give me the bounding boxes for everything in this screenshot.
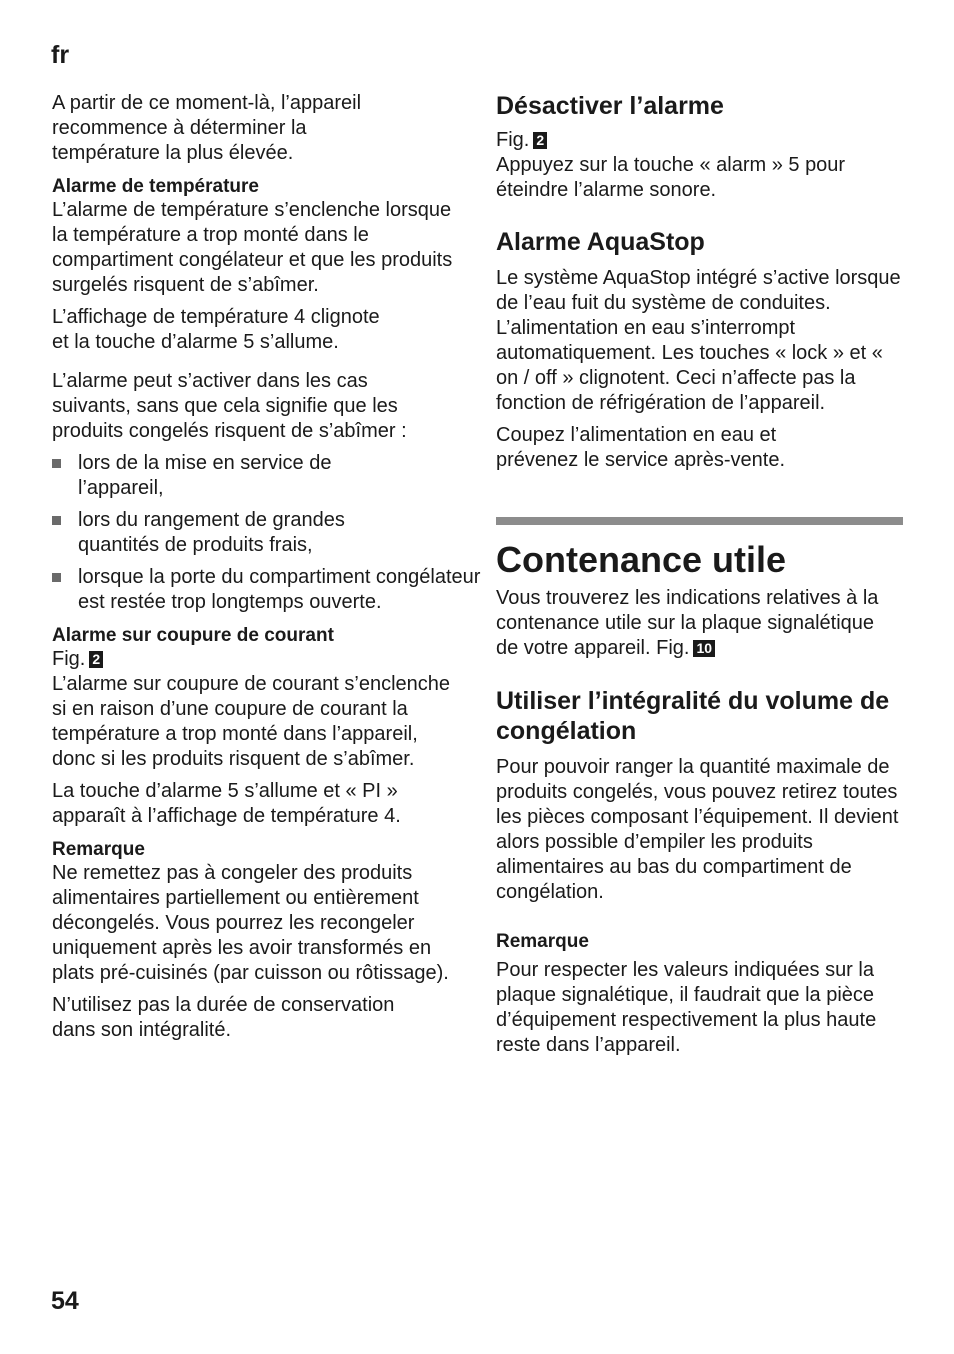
bullet-square-icon	[52, 459, 61, 468]
list-item-text: lors du rangement de grandes quantités de produits frais,	[78, 509, 345, 556]
page-number: 54	[51, 1287, 79, 1315]
temperature-alarm-heading: Alarme de température	[52, 176, 259, 197]
list-item-text: lorsque la porte du compartiment congélateur est restée trop longtemps ouverte.	[78, 566, 481, 613]
section-divider	[496, 517, 903, 525]
list-item-text: lors de la mise en service de l’appareil,	[78, 452, 332, 499]
bullet-square-icon	[52, 516, 61, 525]
power-alarm-paragraph: L’alarme sur coupure de courant s’enclenche si en raison d’une coupure de courant la température a trop monté dans l’appareil, donc si les produits risquent de s’abîmer.	[52, 673, 451, 770]
capacity-text: Vous trouverez les indications relatives à la contenance utile sur la plaque signalétique de votre appareil. Fig.	[496, 587, 879, 659]
full-volume-heading: Utiliser l’intégralité du volume de congélation	[496, 687, 890, 745]
alarm-cases-paragraph: L’alarme peut s’activer dans les cas suivants, sans que cela signifie que les produits congelés risquent de s’abîmer :	[52, 370, 407, 442]
alarm-cases-list	[52, 451, 481, 615]
figure-number-badge: 10	[693, 640, 715, 657]
capacity-heading: Contenance utile	[496, 539, 787, 580]
deactivate-fig-ref	[496, 128, 906, 153]
aquastop-paragraph: Le système AquaStop intégré s’active lorsque de l’eau fuit du système de conduites. L’alimentation en eau s’interrompt automatiquement. Les touches « lock » et « on / off » clignotent. Ceci n’affecte pas la fonction de réfrigération de l’appareil.	[496, 267, 901, 414]
capacity-paragraph	[496, 586, 896, 661]
full-volume-paragraph: Pour pouvoir ranger la quantité maximale de produits congelés, vous pouvez retirez toutes les pièces composant l’équipement. Il devient alors possible d’empiler les produits alimentaires au bas du compartiment de congélation.	[496, 756, 899, 903]
temperature-alarm-paragraph: L’alarme de température s’enclenche lorsque la température a trop monté dans le compartiment congélateur et que les produits surgelés risquent de s’abîmer.	[52, 199, 453, 296]
fig-label: Fig.	[496, 129, 530, 151]
figure-number-badge: 2	[89, 651, 103, 668]
power-alarm-fig-ref	[52, 647, 462, 672]
temperature-display-paragraph: L’affichage de température 4 clignote et la touche d’alarme 5 s’allume.	[52, 306, 380, 353]
power-alarm-heading: Alarme sur coupure de courant	[52, 625, 334, 646]
deactivate-paragraph: Appuyez sur la touche « alarm » 5 pour éteindre l’alarme sonore.	[496, 154, 846, 201]
aquastop-heading: Alarme AquaStop	[496, 228, 705, 256]
language-label: fr	[51, 41, 70, 69]
right-column	[496, 91, 906, 1058]
note-paragraph: Ne remettez pas à congeler des produits alimentaires partiellement ou entièrement décongelés. Vous pourrez les recongeler uniquement après les avoir transformés en plats pré-cuisinés (par cuisson ou rôtissage).	[52, 862, 449, 984]
list-item	[52, 565, 488, 615]
intro-paragraph: A partir de ce moment-là, l’appareil recommence à déterminer la température la plus élevée.	[52, 92, 362, 164]
note-heading-right: Remarque	[496, 931, 589, 952]
power-alarm-display-paragraph: La touche d’alarme 5 s’allume et « PI » apparaît à l’affichage de température 4.	[52, 780, 401, 827]
deactivate-alarm-heading: Désactiver l’alarme	[496, 92, 724, 120]
bullet-square-icon	[52, 573, 61, 582]
note-paragraph-right: Pour respecter les valeurs indiquées sur la plaque signalétique, il faudrait que la pièce d’équipement respectivement la plus haute reste dans l’appareil.	[496, 959, 877, 1056]
fig-label: Fig.	[52, 648, 86, 670]
list-item	[52, 451, 368, 501]
figure-number-badge: 2	[533, 132, 547, 149]
note-heading: Remarque	[52, 839, 145, 860]
left-column	[52, 91, 481, 1043]
note-paragraph-2: N’utilisez pas la durée de conservation dans son intégralité.	[52, 994, 395, 1041]
list-item	[52, 508, 418, 558]
aquastop-paragraph-2: Coupez l’alimentation en eau et prévenez le service après-vente.	[496, 424, 786, 471]
